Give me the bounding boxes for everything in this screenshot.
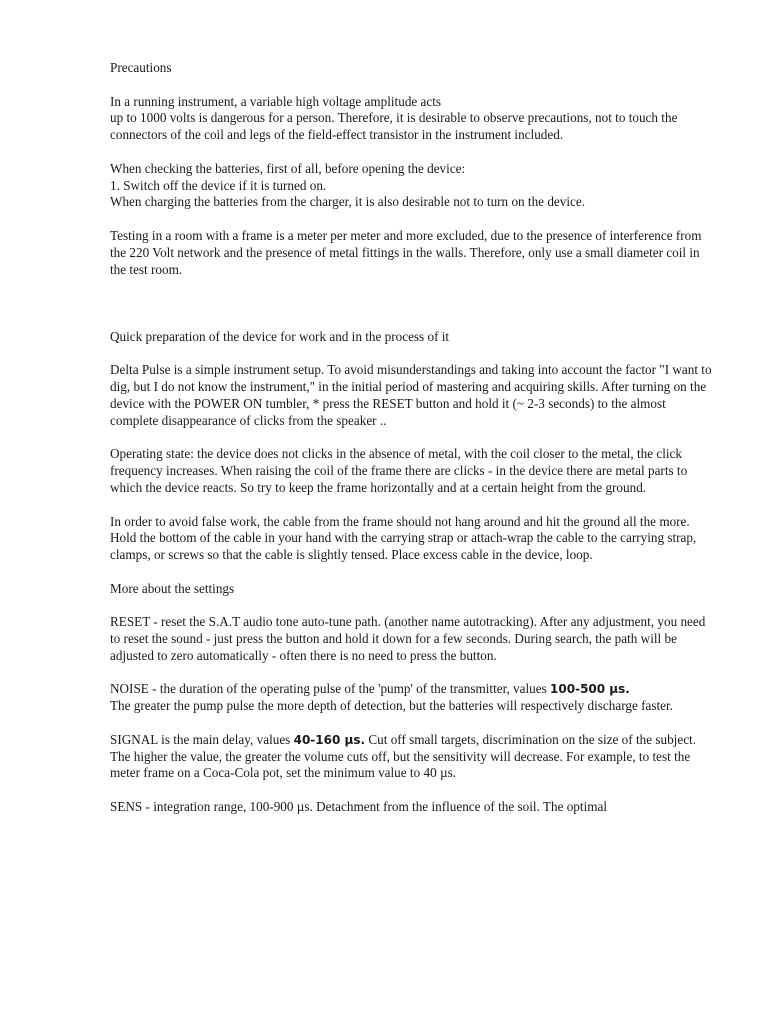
paragraph-delta-pulse: Delta Pulse is a simple instrument setup. To avoid misunderstandings and taking into account the factor "I want to dig, but I do not know the instrument," in the initial period of mastering and acquiring skills. After turning on the device with the POWER ON tumbler, * press the RESET button and hold it (~ 2-3 seconds) to the almost complete disappearance of clicks from the speaker .. <box>110 362 712 428</box>
paragraph-batteries: When checking the batteries, first of all, before opening the device: 1. Switch off the device if it is turned on. When charging the batteries from the charger, it is also desirable not to turn on the device. <box>110 160 586 210</box>
document-page <box>110 60 716 833</box>
section-heading-precautions: Precautions <box>110 60 172 75</box>
paragraph-sens: SENS - integration range, 100-900 µs. Detachment from the influence of the soil. The optimal <box>110 799 608 815</box>
noise-text-end: The greater the pump pulse the more depth of detection, but the batteries will respectively discharge faster. <box>110 698 673 714</box>
signal-text-end: Cut off small targets, discrimination on the size of the subject. The higher the value, the greater the volume cuts off, but the sensitivity will decrease. For example, to test the meter frame on a Coca-Cola pot, set the minimum value to 40 µs. <box>110 731 697 781</box>
blank-gap <box>110 295 716 329</box>
signal-range: 40-160 µs. <box>293 732 366 747</box>
paragraph-high-voltage: In a running instrument, a variable high voltage amplitude acts up to 1000 volts is dangerous for a person. Therefore, it is desirable to observe precautions, not to touch the connectors of the coil and legs of the field-effect transistor in the instrument included. <box>110 93 678 143</box>
section-heading-settings: More about the settings <box>110 580 235 596</box>
noise-text-start: NOISE - the duration of the operating pulse of the 'pump' of the transmitter, values <box>110 681 551 697</box>
paragraph-noise <box>110 681 716 715</box>
section-heading-quick-preparation: Quick preparation of the device for work and in the process of it <box>110 328 450 344</box>
noise-range: 100-500 µs. <box>550 682 630 697</box>
paragraph-reset: RESET - reset the S.A.T audio tone auto-tune path. (another name autotracking). After any adjustment, you need to reset the sound - just press the button and hold it down for a few seconds. During search, the path will be adjusted to zero automatically - often there is no need to press the button. <box>110 614 706 663</box>
paragraph-operating-state: Operating state: the device does not clicks in the absence of metal, with the coil closer to the metal, the click frequency increases. When raising the coil of the frame there are clicks - in the device there are metal parts to which the device reacts. So try to keep the frame horizontally and at a certain height from the ground. <box>110 446 688 495</box>
paragraph-cable: In order to avoid false work, the cable from the frame should not hang around and hit the ground all the more. Hold the bottom of the cable in your hand with the carrying strap or attach-wrap the cable to the carrying strap, clamps, or screws so that the cable is slightly tensed. Place excess cable in the device, loop. <box>110 513 697 563</box>
paragraph-signal <box>110 732 716 782</box>
signal-text-start: SIGNAL is the main delay, values <box>110 731 294 747</box>
paragraph-room-testing: Testing in a room with a frame is a meter per meter and more excluded, due to the presence of interference from the 220 Volt network and the presence of metal fittings in the walls. Therefore, only use a small diameter coil in the test room. <box>110 227 702 277</box>
